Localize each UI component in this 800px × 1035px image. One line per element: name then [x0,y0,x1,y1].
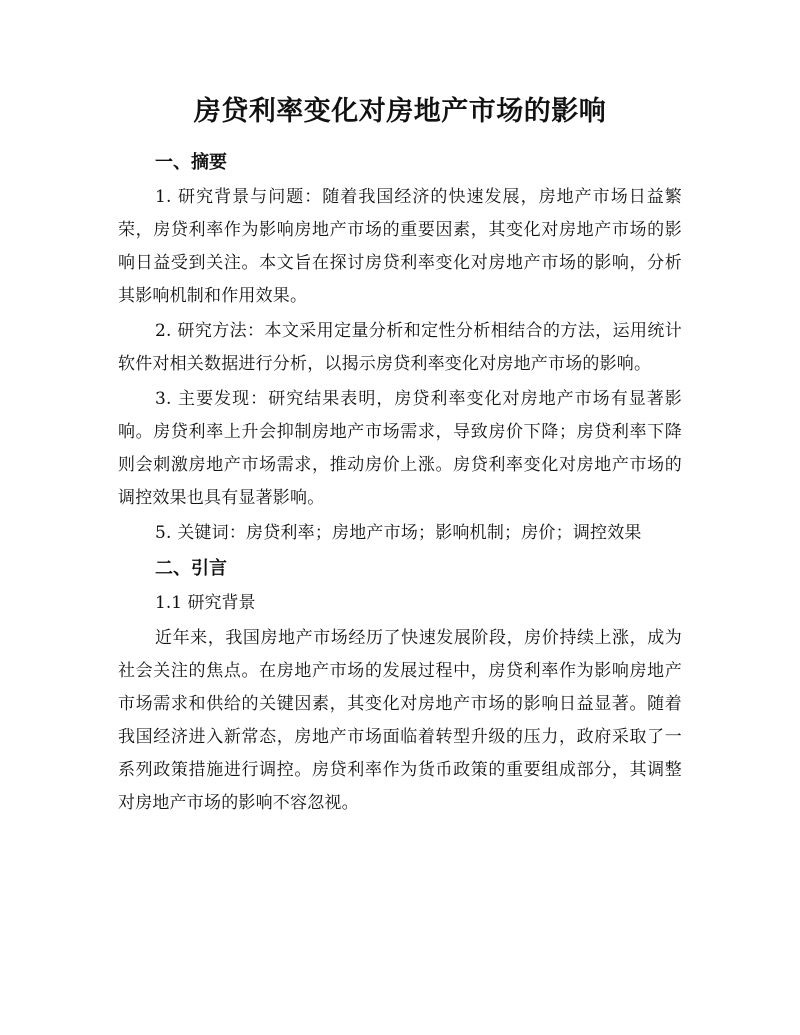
abstract-paragraph-findings: 3. 主要发现：研究结果表明，房贷利率变化对房地产市场有显著影响。房贷利率上升会抑制房地产市场需求，导致房价下降；房贷利率下降则会刺激房地产市场需求，推动房价上涨。房贷利率变化对房地产市场的调控效果也具有显著影响。 [118,389,682,508]
abstract-paragraph-methods: 2. 研究方法：本文采用定量分析和定性分析相结合的方法，运用统计软件对相关数据进行分析，以揭示房贷利率变化对房地产市场的影响。 [118,321,682,374]
section-heading-introduction: 二、引言 [155,558,227,579]
subsection-heading-background: 1.1 研究背景 [155,593,256,613]
abstract-paragraph-background: 1. 研究背景与问题：随着我国经济的快速发展，房地产市场日益繁荣，房贷利率作为影响房地产市场的重要因素，其变化对房地产市场的影响日益受到关注。本文旨在探讨房贷利率变化对房地产市场的影响，分析其影响机制和作用效果。 [118,187,682,306]
section-heading-abstract: 一、摘要 [155,152,227,173]
intro-paragraph-background: 近年来，我国房地产市场经历了快速发展阶段，房价持续上涨，成为社会关注的焦点。在房地产市场的发展过程中，房贷利率作为影响房地产市场需求和供给的关键因素，其变化对房地产市场的影响日益显著。随着我国经济进入新常态，房地产市场面临着转型升级的压力，政府采取了一系列政策措施进行调控。房贷利率作为货币政策的重要组成部分，其调整对房地产市场的影响不容忽视。 [118,628,682,813]
document-body [118,146,682,820]
abstract-paragraph-keywords: 5. 关键词：房贷利率；房地产市场；影响机制；房价；调控效果 [155,523,642,543]
document-title: 房贷利率变化对房地产市场的影响 [193,96,607,127]
